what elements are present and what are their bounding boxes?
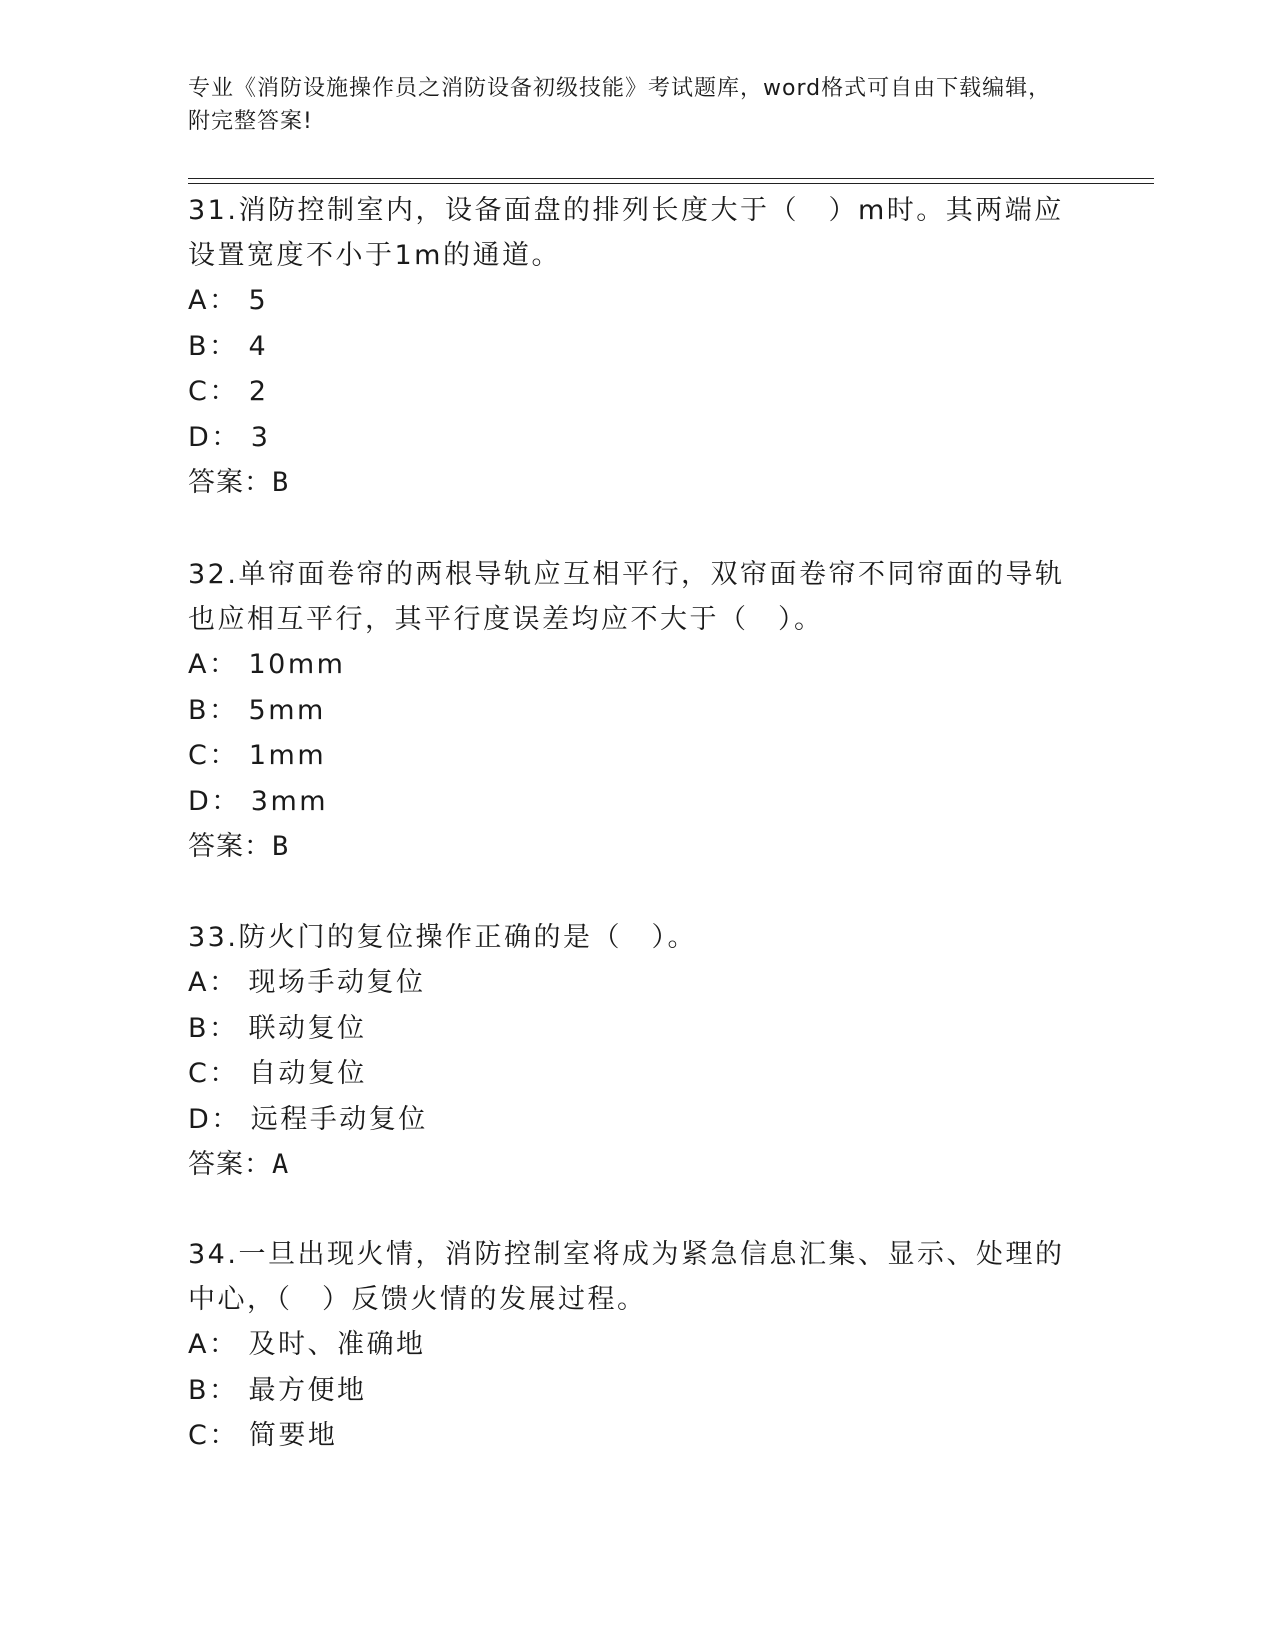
option-text: 及时、准确地 (248, 1329, 426, 1360)
option-key: A (188, 649, 209, 680)
option-a (188, 642, 1088, 688)
question-32 (188, 552, 1088, 869)
answer-label: 答案： (188, 831, 272, 862)
option-b (188, 1368, 1088, 1414)
option-separator: ： (209, 1374, 239, 1406)
option-text: 自动复位 (248, 1058, 367, 1089)
option-separator: ： (209, 1058, 239, 1089)
option-key: C (188, 376, 210, 407)
option-key: D (188, 785, 212, 817)
option-text: 简要地 (248, 1420, 338, 1451)
document-intro: 专业《消防设施操作员之消防设备初级技能》考试题库，word格式可自由下载编辑，附完整答案! (188, 76, 1052, 134)
header-divider-top (188, 178, 1154, 179)
option-b (188, 324, 1088, 370)
question-31 (188, 188, 1088, 505)
option-separator: ： (209, 740, 239, 771)
option-separator: ： (209, 694, 239, 726)
answer-label: 答案： (188, 1149, 272, 1180)
option-text: 4 (248, 330, 269, 362)
option-text: 10mm (248, 649, 346, 680)
question-stem: 34.一旦出现火情，消防控制室将成为紧急信息汇集、显示、处理的中心，（ ）反馈火情的发展过程。 (188, 1239, 1065, 1315)
question-stem: 32.单帘面卷帘的两根导轨应互相平行，双帘面卷帘不同帘面的导轨也应相互平行，其平行度误差均应不大于（ ）。 (188, 559, 1065, 635)
option-d (188, 779, 1088, 825)
option-key: D (188, 421, 212, 453)
option-key: A (188, 1329, 209, 1360)
option-a (188, 1322, 1088, 1368)
answer-line (188, 1142, 1088, 1187)
option-separator: ： (209, 1012, 239, 1044)
option-separator: ： (211, 1103, 241, 1135)
option-separator: ： (209, 376, 239, 407)
option-key: C (188, 740, 210, 771)
question-stem: 31.消防控制室内，设备面盘的排列长度大于（ ）m时。其两端应设置宽度不小于1m的通道。 (188, 195, 1064, 271)
answer-label: 答案： (188, 467, 272, 498)
option-text: 5mm (248, 694, 326, 726)
answer-line (188, 460, 1088, 505)
option-c (188, 1051, 1088, 1097)
option-d (188, 1097, 1088, 1143)
option-text: 最方便地 (248, 1374, 367, 1406)
option-text: 2 (248, 376, 269, 407)
option-key: A (188, 967, 209, 998)
question-33 (188, 915, 1088, 1187)
option-separator: ： (211, 785, 241, 817)
option-key: B (188, 330, 210, 362)
option-b (188, 688, 1088, 734)
option-a (188, 960, 1088, 1006)
option-separator: ： (209, 1420, 239, 1451)
option-text: 5 (248, 285, 269, 316)
option-c (188, 733, 1088, 779)
answer-value: B (272, 467, 290, 498)
option-d (188, 415, 1088, 461)
answer-value: B (272, 831, 290, 862)
header-divider-bottom (188, 183, 1154, 184)
option-key: B (188, 1012, 210, 1044)
option-a (188, 278, 1088, 324)
answer-value: A (272, 1149, 290, 1180)
answer-line (188, 824, 1088, 869)
option-text: 1mm (248, 740, 327, 771)
option-key: B (188, 694, 210, 726)
option-text: 现场手动复位 (248, 967, 426, 998)
option-text: 联动复位 (248, 1012, 367, 1044)
option-text: 3mm (250, 785, 329, 817)
option-b (188, 1006, 1088, 1052)
option-separator: ： (208, 967, 239, 998)
option-key: C (188, 1058, 210, 1089)
question-stem: 33.防火门的复位操作正确的是（ ）。 (188, 922, 697, 953)
option-separator: ： (208, 649, 239, 680)
option-separator: ： (209, 330, 239, 362)
option-text: 远程手动复位 (250, 1103, 428, 1135)
option-key: B (188, 1374, 210, 1406)
option-c (188, 369, 1088, 415)
question-34 (188, 1232, 1088, 1459)
option-c (188, 1413, 1088, 1459)
option-key: C (188, 1420, 210, 1451)
option-separator: ： (211, 421, 241, 453)
option-separator: ： (208, 285, 239, 316)
option-separator: ： (208, 1329, 239, 1360)
option-key: D (188, 1103, 212, 1135)
option-text: 3 (250, 421, 271, 453)
option-key: A (188, 285, 209, 316)
